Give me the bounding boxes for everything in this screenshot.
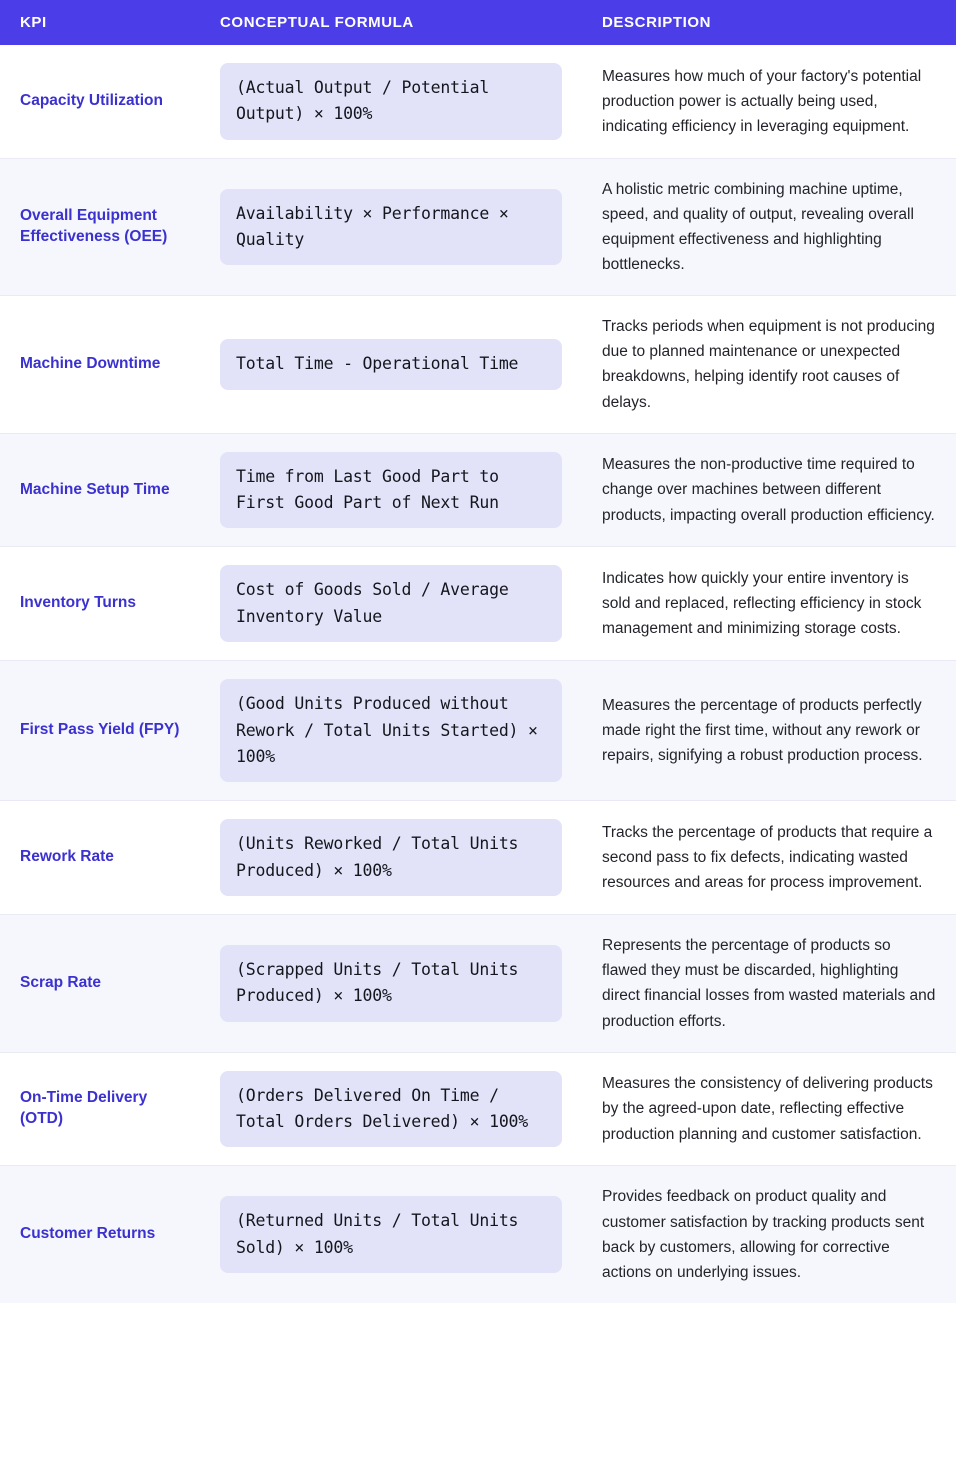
table-row [0, 296, 956, 433]
kpi-description: Measures how much of your factory's potential production power is actually being used, indicating efficiency in leveraging equipment. [582, 45, 956, 158]
formula-cell [200, 801, 582, 915]
formula-cell [200, 296, 582, 433]
formula-cell [200, 1052, 582, 1166]
kpi-name: Rework Rate [0, 801, 200, 915]
table-row [0, 801, 956, 915]
formula-text: (Scrapped Units / Total Units Produced) × 100% [220, 945, 562, 1022]
formula-cell [200, 661, 582, 801]
formula-text: (Units Reworked / Total Units Produced) × 100% [220, 819, 562, 896]
formula-text: Time from Last Good Part to First Good Part of Next Run [220, 452, 562, 529]
formula-text: (Good Units Produced without Rework / Total Units Started) × 100% [220, 679, 562, 782]
formula-cell [200, 45, 582, 158]
formula-text: Cost of Goods Sold / Average Inventory Value [220, 565, 562, 642]
kpi-description: Measures the consistency of delivering products by the agreed-upon date, reflecting effective production planning and customer satisfaction. [582, 1052, 956, 1166]
formula-cell [200, 158, 582, 295]
formula-text: (Orders Delivered On Time / Total Orders Delivered) × 100% [220, 1071, 562, 1148]
formula-cell [200, 915, 582, 1052]
header-row [0, 0, 956, 45]
table-row [0, 158, 956, 295]
kpi-name: First Pass Yield (FPY) [0, 661, 200, 801]
table-header [0, 0, 956, 45]
table-row [0, 661, 956, 801]
formula-text: Total Time - Operational Time [220, 339, 562, 389]
column-header-kpi: KPI [0, 0, 200, 45]
kpi-name: Machine Setup Time [0, 433, 200, 547]
formula-text: (Returned Units / Total Units Sold) × 100% [220, 1196, 562, 1273]
kpi-description: Provides feedback on product quality and customer satisfaction by tracking products sent back by customers, allowing for corrective actions on underlying issues. [602, 1188, 925, 1281]
kpi-name: Scrap Rate [0, 915, 200, 1052]
column-header-description: DESCRIPTION [582, 0, 956, 45]
formula-text: Availability × Performance × Quality [220, 189, 562, 266]
column-header-formula: CONCEPTUAL FORMULA [200, 0, 582, 45]
formula-cell [200, 547, 582, 661]
kpi-name: Overall Equipment Effectiveness (OEE) [0, 158, 200, 295]
kpi-description: Indicates how quickly your entire inventory is sold and replaced, reflecting efficiency in stock management and minimizing storage costs. [582, 547, 956, 661]
kpi-description: Represents the percentage of products so flawed they must be discarded, highlighting direct financial losses from wasted materials and production efforts. [582, 915, 956, 1052]
kpi-name: Customer Returns [20, 1225, 156, 1243]
kpi-name: Capacity Utilization [0, 45, 200, 158]
kpi-name: On-Time Delivery (OTD) [0, 1052, 200, 1166]
table-row [0, 45, 956, 158]
kpi-name: Machine Downtime [0, 296, 200, 433]
kpi-description: Measures the percentage of products perfectly made right the first time, without any rework or repairs, signifying a robust production process. [582, 661, 956, 801]
kpi-description: Tracks the percentage of products that require a second pass to fix defects, indicating wasted resources and areas for process improvement. [582, 801, 956, 915]
table-row [0, 1052, 956, 1166]
kpi-description: Measures the non-productive time required to change over machines between different products, impacting overall production efficiency. [582, 433, 956, 547]
kpi-description: Tracks periods when equipment is not producing due to planned maintenance or unexpected breakdowns, helping identify root causes of delays. [582, 296, 956, 433]
table-row [0, 1166, 956, 1303]
kpi-description: A holistic metric combining machine uptime, speed, and quality of output, revealing overall equipment effectiveness and highlighting bottlenecks. [582, 158, 956, 295]
kpi-name: Inventory Turns [0, 547, 200, 661]
table-row [0, 433, 956, 547]
formula-cell [200, 1166, 582, 1303]
formula-text: (Actual Output / Potential Output) × 100% [220, 63, 562, 140]
table-row [0, 915, 956, 1052]
formula-cell [200, 433, 582, 547]
table-row [0, 547, 956, 661]
table-body [0, 45, 956, 1303]
